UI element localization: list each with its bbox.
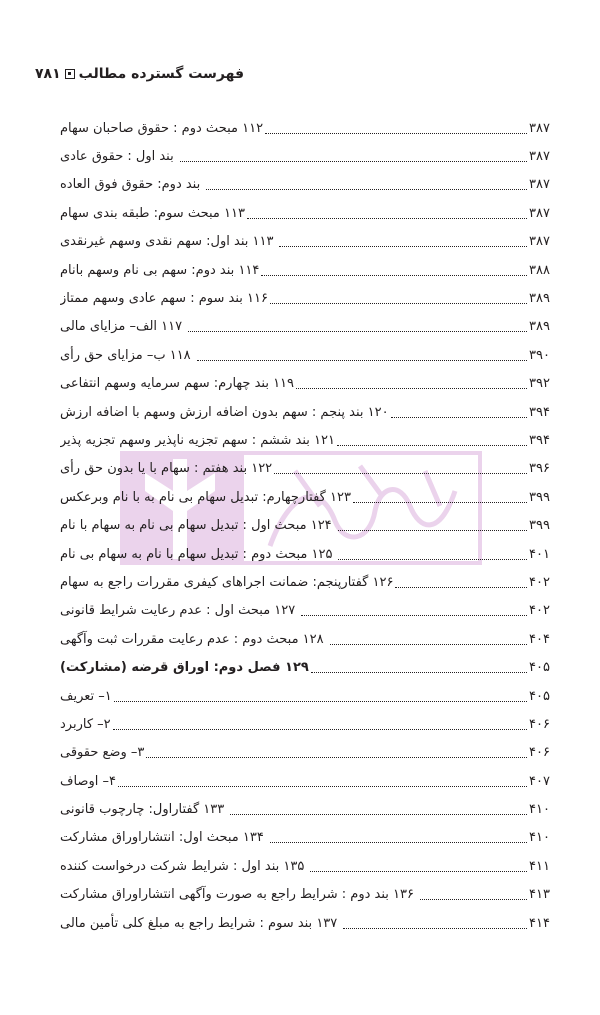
toc-entry-title: ۲– کاربرد <box>60 716 111 732</box>
toc-entry[interactable] <box>60 909 559 937</box>
toc-entry-page: ۴۱۴ <box>529 915 550 931</box>
toc-entry-page: ۴۱۰ <box>529 830 550 846</box>
toc-entry[interactable] <box>60 426 559 454</box>
toc-entry[interactable] <box>60 767 559 795</box>
dot-leader <box>265 119 527 134</box>
toc-entry-page: ۳۸۷ <box>529 149 550 165</box>
dot-leader <box>247 204 527 219</box>
toc-entry-page: ۳۸۷ <box>529 120 550 136</box>
toc-entry[interactable] <box>60 455 559 483</box>
dot-leader <box>146 743 527 758</box>
dot-leader <box>343 914 527 929</box>
square-bullet-icon <box>65 69 75 79</box>
toc-entry-page: ۴۰۵ <box>529 688 550 704</box>
header-title: فهرست گسترده مطالب <box>78 66 244 82</box>
toc-entry-page: ۳۸۹ <box>529 319 550 335</box>
toc-entry-title: ۱۲۵ مبحث دوم : تبدیل سهام با نام به سهام بی نام <box>60 546 333 562</box>
toc-entry-page: ۴۰۲ <box>529 603 550 619</box>
toc-entry[interactable] <box>60 881 559 909</box>
dot-leader <box>311 658 527 673</box>
toc-entry[interactable] <box>60 852 559 880</box>
running-header <box>35 66 244 82</box>
toc-entry-title: بند دوم: حقوق فوق العاده <box>60 177 201 193</box>
toc-entry-page: ۳۹۴ <box>529 404 550 420</box>
toc-entry-title: ۱۲۴ مبحث اول : تبدیل سهام بی نام به سهام با نام <box>60 518 332 534</box>
toc-entry-title: ۱۱۴ بند دوم: سهم بی نام وسهم بانام <box>60 262 260 278</box>
dot-leader <box>197 346 527 361</box>
dot-leader <box>395 573 527 588</box>
toc-entry-title: ۱– تعریف <box>60 688 112 704</box>
toc-entry-page: ۳۸۷ <box>529 234 550 250</box>
toc-entry[interactable] <box>60 739 559 767</box>
toc-entry-title: ۱۲۱ بند ششم : سهم تجزیه ناپذیر وسهم تجزیه پذیر <box>60 432 335 448</box>
toc-entry-title: ۱۳۷ بند سوم : شرایط راجع به مبلغ کلی تأمین مالی <box>60 915 338 931</box>
toc-entry-title: ۱۲۳ گفتارچهارم: تبدیل سهام بی نام به با نام وبرعکس <box>60 489 351 505</box>
toc-entry-title: ۱۱۳ مبحث سوم: طبقه بندی سهام <box>60 205 245 221</box>
toc-entry-title: ۱۱۸ ب– مزایای حق رأی <box>60 347 191 363</box>
dot-leader <box>338 545 527 560</box>
toc-entry-title: ۱۲۹ فصل دوم: اوراق قرضه (مشارکت) <box>60 660 309 676</box>
toc-entry[interactable] <box>60 398 559 426</box>
dot-leader <box>113 715 527 730</box>
toc-entry[interactable] <box>60 511 559 539</box>
dot-leader <box>420 885 527 900</box>
toc-entry-title: ۱۱۲ مبحث دوم : حقوق صاحبان سهام <box>60 120 264 136</box>
toc-entry-page: ۳۸۷ <box>529 205 550 221</box>
toc-entry-page: ۳۸۸ <box>529 262 550 278</box>
toc-entry[interactable] <box>60 540 559 568</box>
dot-leader <box>279 232 527 247</box>
toc-entry-page: ۳۹۹ <box>529 518 550 534</box>
toc-entry-title: ۱۱۳ بند اول: سهم نقدی وسهم غیرنقدی <box>60 234 274 250</box>
toc-entry[interactable] <box>60 568 559 596</box>
dot-leader <box>206 175 527 190</box>
toc-entry-page: ۳۹۰ <box>529 347 550 363</box>
dot-leader <box>270 289 527 304</box>
toc-entry-page: ۳۹۴ <box>529 432 550 448</box>
toc-entry-title: ۱۳۴ مبحث اول: انتشاراوراق مشارکت <box>60 830 264 846</box>
table-of-contents <box>60 114 559 937</box>
toc-entry-title: ۴– اوصاف <box>60 773 116 789</box>
dot-leader <box>337 431 527 446</box>
toc-entry-title: ۱۲۸ مبحث دوم : عدم رعایت مقررات ثبت وآگهی <box>60 631 324 647</box>
toc-entry-page: ۴۰۶ <box>529 745 550 761</box>
toc-entry[interactable] <box>60 341 559 369</box>
toc-entry-page: ۴۰۶ <box>529 716 550 732</box>
toc-entry[interactable] <box>60 625 559 653</box>
dot-leader <box>310 857 527 872</box>
dot-leader <box>188 317 527 332</box>
toc-entry-title: بند اول : حقوق عادی <box>60 149 174 165</box>
toc-entry-page: ۳۹۶ <box>529 461 550 477</box>
dot-leader <box>296 374 527 389</box>
toc-entry-title: ۱۱۹ بند چهارم: سهم سرمایه وسهم انتفاعی <box>60 376 295 392</box>
toc-entry-title: ۱۲۰ بند پنجم : سهم بدون اضافه ارزش وسهم با اضافه ارزش <box>60 404 389 420</box>
toc-entry[interactable] <box>60 142 559 170</box>
toc-entry-title: ۱۳۶ بند دوم : شرایط راجع به صورت وآگهی انتشاراوراق مشارکت <box>60 887 414 903</box>
toc-entry-page: ۴۰۵ <box>529 660 550 676</box>
toc-entry[interactable] <box>60 171 559 199</box>
toc-entry-title: ۱۲۷ مبحث اول : عدم رعایت شرایط قانونی <box>60 603 296 619</box>
dot-leader <box>330 630 527 645</box>
toc-entry-page: ۳۹۲ <box>529 376 550 392</box>
toc-entry[interactable] <box>60 597 559 625</box>
toc-entry-title: ۳– وضع حقوقی <box>60 745 145 761</box>
dot-leader <box>301 601 527 616</box>
toc-entry-page: ۴۱۰ <box>529 802 550 818</box>
dot-leader <box>180 147 527 162</box>
dot-leader <box>118 772 527 787</box>
toc-entry-title: ۱۱۷ الف– مزایای مالی <box>60 319 183 335</box>
toc-entry[interactable] <box>60 228 559 256</box>
dot-leader <box>270 828 527 843</box>
toc-entry[interactable] <box>60 256 559 284</box>
toc-entry-title: ۱۱۶ بند سوم : سهم عادی وسهم ممتاز <box>60 291 268 307</box>
toc-entry-page: ۴۰۱ <box>529 546 550 562</box>
toc-entry[interactable] <box>60 710 559 738</box>
toc-entry-title: ۱۳۵ بند اول : شرایط شرکت درخواست کننده <box>60 858 305 874</box>
dot-leader <box>230 800 527 815</box>
dot-leader <box>353 488 527 503</box>
toc-entry-title: ۱۲۶ گفتارپنجم: ضمانت اجراهای کیفری مقررات راجع به سهام <box>60 574 394 590</box>
toc-entry-page: ۴۰۷ <box>529 773 550 789</box>
toc-entry[interactable] <box>60 824 559 852</box>
toc-entry-page: ۴۰۲ <box>529 574 550 590</box>
toc-entry[interactable] <box>60 284 559 312</box>
dot-leader <box>114 687 527 702</box>
dot-leader <box>274 459 527 474</box>
dot-leader <box>261 261 527 276</box>
toc-entry[interactable] <box>60 682 559 710</box>
toc-entry[interactable] <box>60 313 559 341</box>
toc-entry-page: ۴۱۳ <box>529 887 550 903</box>
toc-entry[interactable] <box>60 370 559 398</box>
dot-leader <box>391 403 527 418</box>
header-page-number: ۷۸۱ <box>35 66 61 82</box>
toc-entry-page: ۴۱۱ <box>529 858 550 874</box>
toc-entry[interactable] <box>60 199 559 227</box>
toc-entry-title: ۱۳۳ گفتاراول: چارچوب قانونی <box>60 802 225 818</box>
toc-entry-page: ۳۹۹ <box>529 489 550 505</box>
toc-entry-page: ۳۸۷ <box>529 177 550 193</box>
toc-entry[interactable] <box>60 653 559 681</box>
dot-leader <box>338 516 527 531</box>
toc-entry-page: ۴۰۴ <box>529 631 550 647</box>
toc-entry[interactable] <box>60 483 559 511</box>
toc-entry[interactable] <box>60 795 559 823</box>
toc-entry-title: ۱۲۲ بند هفتم : سهام با یا بدون حق رأی <box>60 461 273 477</box>
toc-entry-page: ۳۸۹ <box>529 291 550 307</box>
toc-entry[interactable] <box>60 114 559 142</box>
